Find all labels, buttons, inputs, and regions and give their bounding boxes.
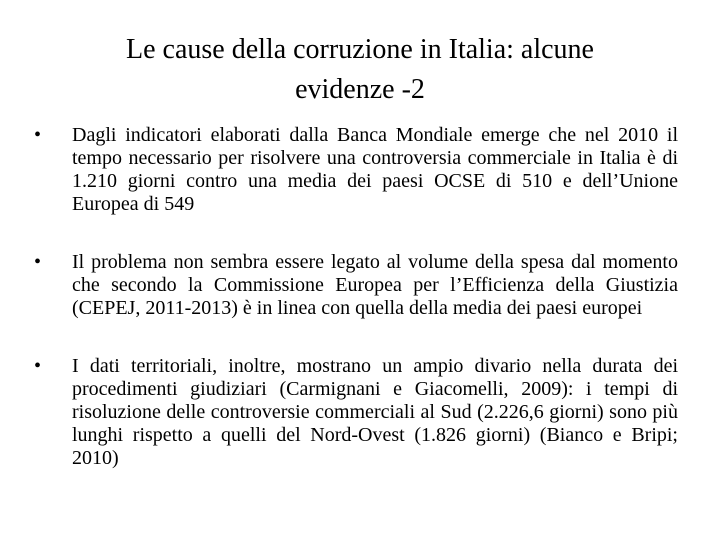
bullet-text: I dati territoriali, inoltre, mostrano un ampio divario nella durata dei procedimenti giudiziari (Carmignani e Giacomelli, 2009): i tempi di risoluzione delle controversie commerciali al Sud (2.226,6 giorni) sono più lunghi rispetto a quelli del Nord-Ovest (1.826 giorni) (Bianco e Bripi; 2010) [72, 355, 678, 469]
bullet-text: Dagli indicatori elaborati dalla Banca Mondiale emerge che nel 2010 il tempo necessario per risolvere una controversia commerciale in Italia è di 1.210 giorni contro una media dei paesi OCSE di 510 e dell’Unione Europea di 549 [72, 124, 678, 215]
bullet-list [34, 124, 678, 470]
slide-title-line-1: Le cause della corruzione in Italia: alcune [126, 34, 594, 65]
slide-title-line-2: evidenze -2 [295, 74, 425, 105]
bullet-item-territorial-data [34, 355, 678, 470]
bullet-item-world-bank [34, 124, 678, 216]
bullet-text: Il problema non sembra essere legato al volume della spesa dal momento che secondo la Commissione Europea per l’Efficienza della Giustizia (CEPEJ, 2011-2013) è in linea con quella della media dei paesi europei [72, 251, 678, 319]
bullet-icon: • [34, 124, 42, 146]
bullet-item-cepej [34, 251, 678, 320]
bullet-icon: • [34, 251, 42, 273]
slide-title [40, 30, 680, 110]
bullet-icon: • [34, 355, 42, 377]
